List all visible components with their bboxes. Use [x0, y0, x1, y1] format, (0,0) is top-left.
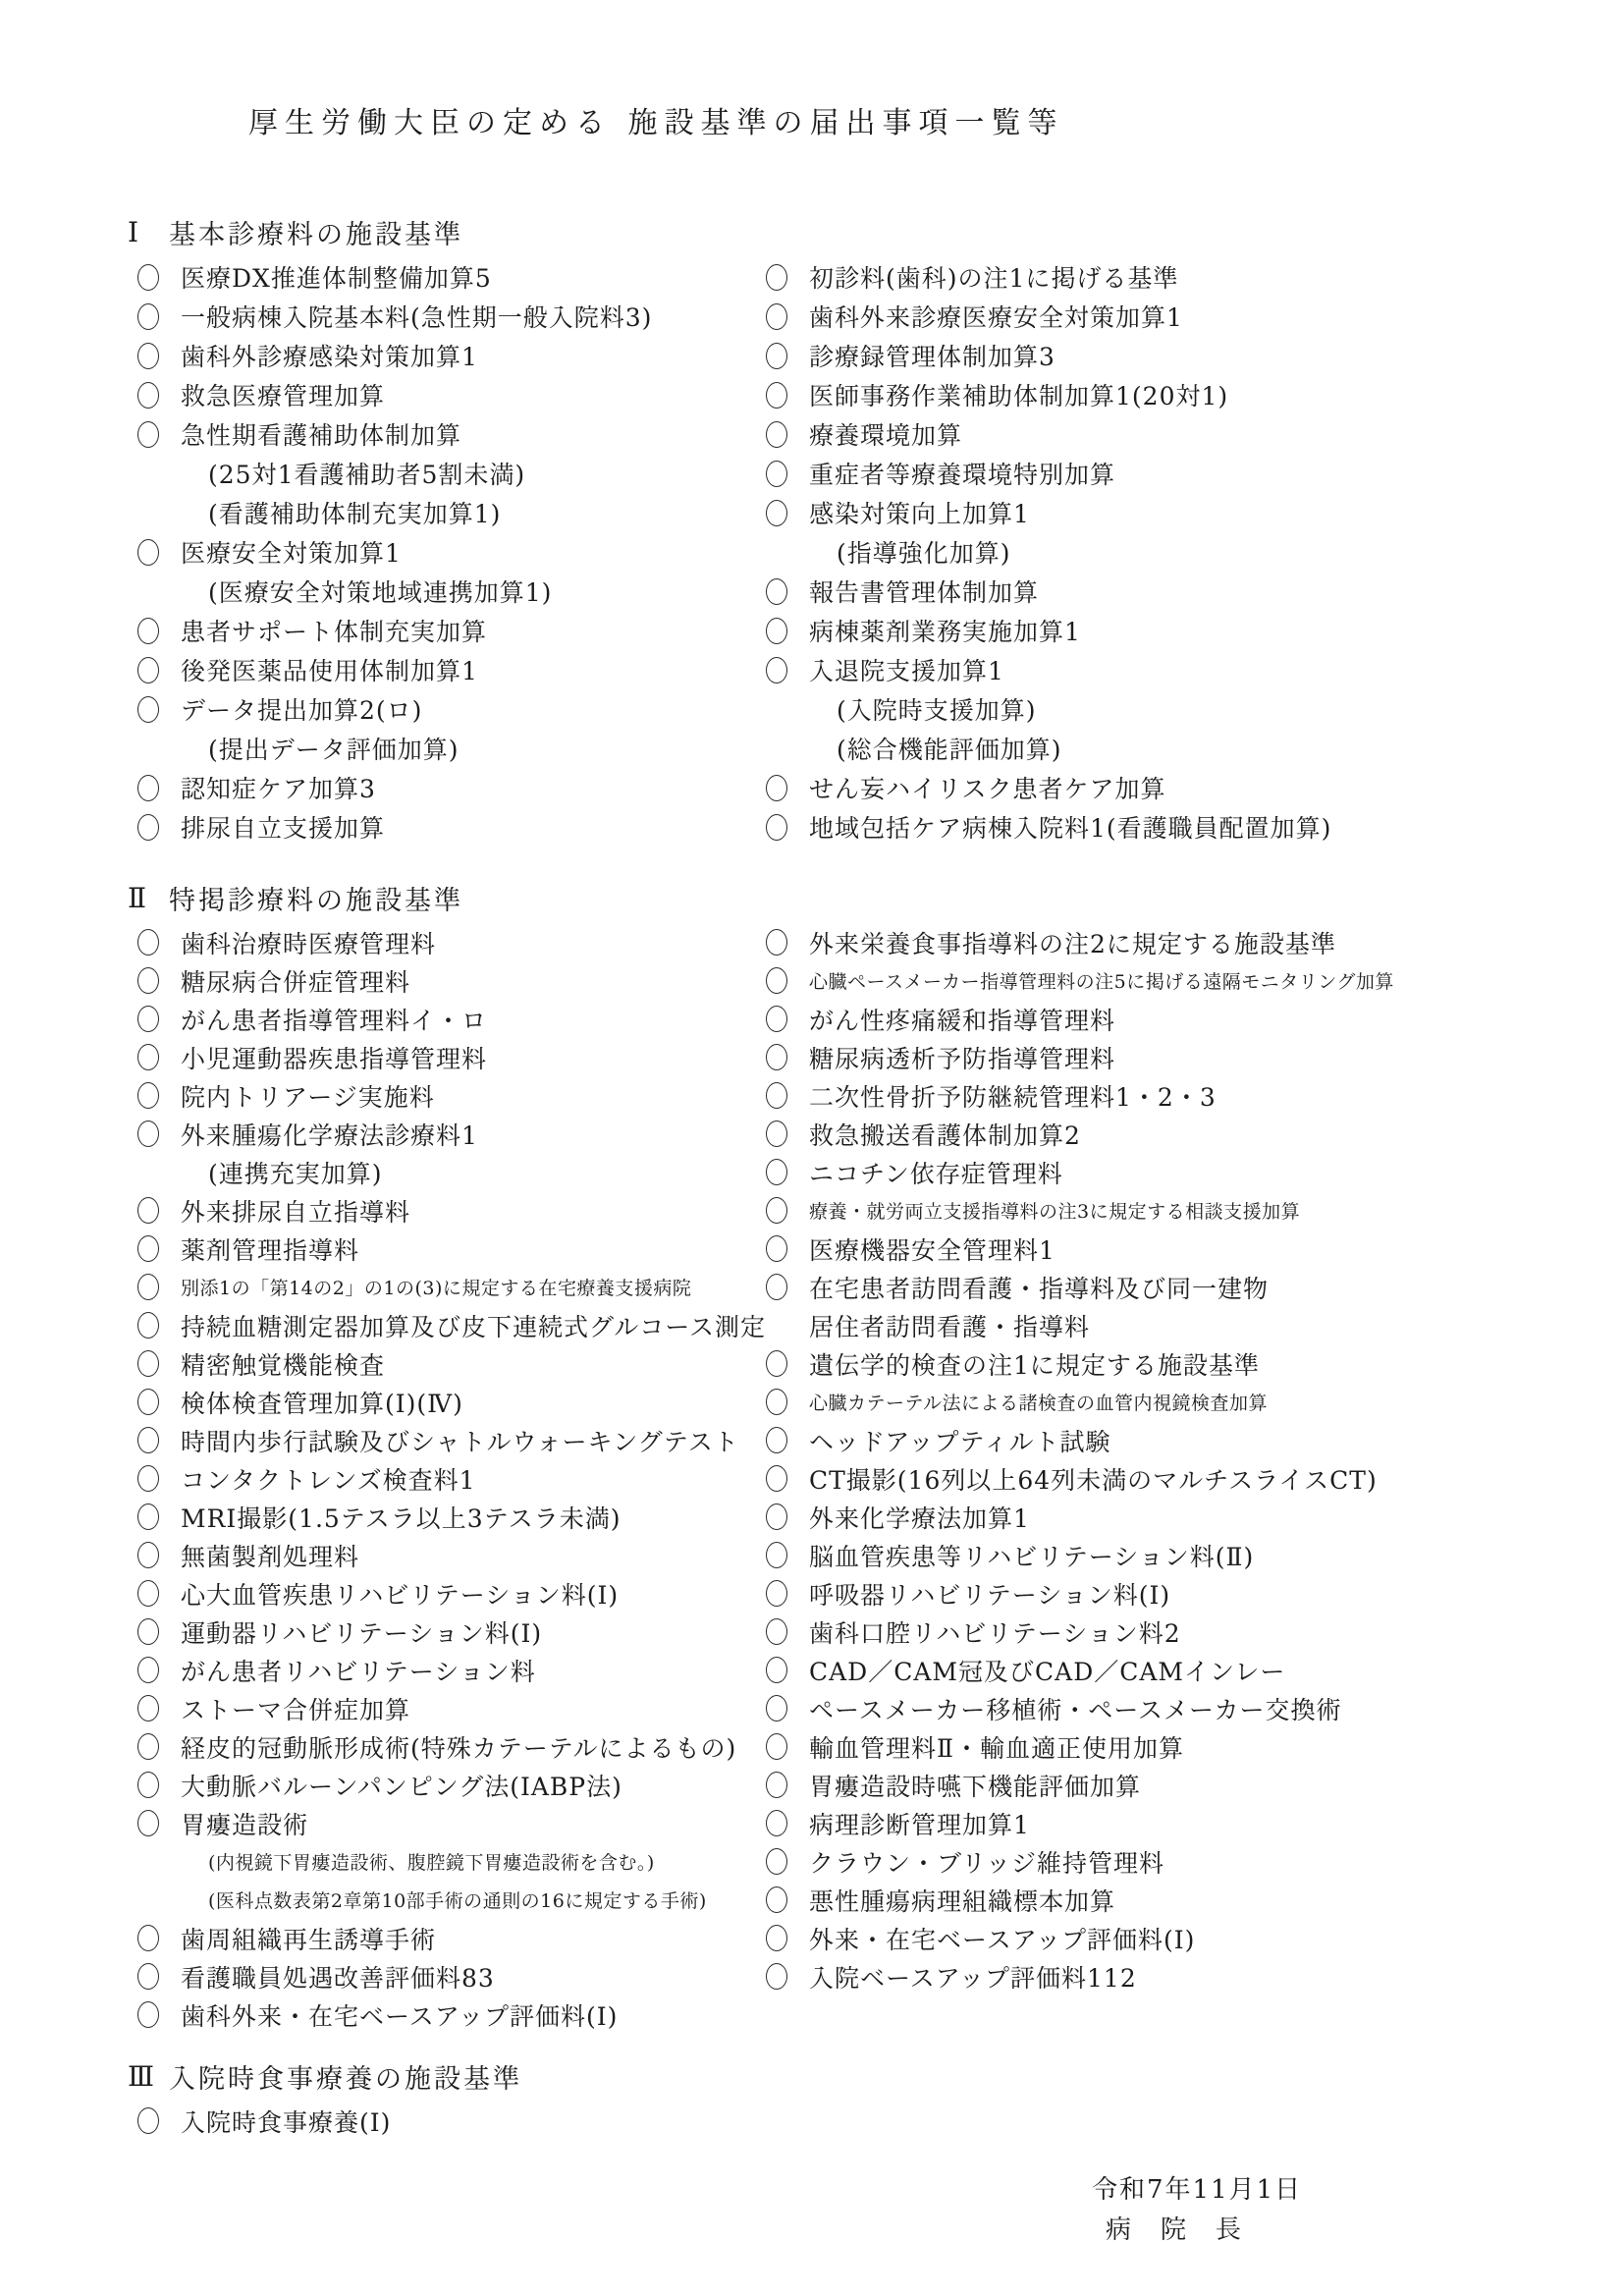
circle-marker-icon [137, 1389, 159, 1415]
list-item-label: データ提出加算2(ロ) [181, 696, 423, 725]
list-item-label: 在宅患者訪問看護・指導料及び同一建物 [809, 1274, 1270, 1303]
circle-marker-icon [766, 303, 787, 330]
circle-marker-icon [137, 421, 159, 448]
list-item-label: 居住者訪問看護・指導料 [809, 1312, 1091, 1341]
section-title: 特掲診療料の施設基準 [169, 885, 463, 916]
list-item-label: 糖尿病透析予防指導管理料 [809, 1044, 1116, 1073]
circle-marker-icon [766, 1235, 787, 1262]
list-item-label: (提出データ評価加算) [208, 736, 460, 764]
circle-marker-icon [137, 1006, 159, 1032]
section-title: 基本診療料の施設基準 [169, 219, 463, 250]
column-right [756, 257, 1594, 847]
list-item [756, 1842, 1594, 1881]
list-item [128, 1383, 756, 1421]
list-item-label: 排尿自立支援加算 [181, 814, 386, 843]
list-item-label: 薬剤管理指導料 [181, 1235, 360, 1265]
list-item [756, 493, 1594, 532]
list-item-label: ペースメーカー移植術・ペースメーカー交換術 [809, 1695, 1342, 1724]
list-item-label: (看護補助体制充実加算1) [208, 500, 502, 528]
list-item-label: 入退院支援加算1 [809, 657, 1004, 685]
list-item [128, 414, 756, 454]
list-item [756, 689, 1594, 729]
list-item [128, 1919, 756, 1957]
circle-marker-icon [766, 1580, 787, 1607]
circle-marker-icon [137, 1580, 159, 1607]
list-item [128, 257, 756, 297]
list-item [128, 375, 756, 414]
circle-marker-icon [766, 1465, 787, 1492]
list-item-label: MRI撮影(1.5テスラ以上3テスラ未満) [181, 1503, 622, 1533]
circle-marker-icon [766, 1695, 787, 1722]
circle-marker-icon [137, 814, 159, 841]
list-item [756, 1230, 1594, 1268]
circle-marker-icon [766, 578, 787, 605]
list-item-label: (25対1看護補助者5割未満) [208, 461, 526, 489]
list-item [756, 1459, 1594, 1498]
circle-marker-icon [766, 657, 787, 683]
list-item [128, 1651, 756, 1689]
circle-marker-icon [766, 500, 787, 526]
list-item [128, 961, 756, 1000]
circle-marker-icon [137, 1542, 159, 1568]
list-item-label: 胃瘻造設術 [181, 1810, 309, 1839]
list-item-label: 持続血糖測定器加算及び皮下連続式グルコース測定 [181, 1312, 767, 1341]
list-item-label: 歯科外来・在宅ベースアップ評価料(Ⅰ) [181, 2001, 619, 2031]
list-item-label: (内視鏡下胃瘻造設術、腹腔鏡下胃瘻造設術を含む。) [208, 1852, 655, 1874]
list-item [128, 1536, 756, 1574]
list-item [128, 1000, 756, 1038]
list-item [128, 493, 756, 532]
circle-marker-icon [766, 1810, 787, 1836]
list-item [756, 1038, 1594, 1076]
list-item [128, 1957, 756, 1995]
circle-marker-icon [766, 1733, 787, 1760]
list-item-label: 入院時食事療養(Ⅰ) [181, 2107, 392, 2137]
section-numeral: Ⅱ [128, 881, 147, 914]
list-item [756, 1574, 1594, 1613]
list-item [128, 729, 756, 768]
list-item-label: 認知症ケア加算3 [181, 775, 376, 803]
list-item-label: がん性疼痛緩和指導管理料 [809, 1006, 1116, 1035]
list-item [756, 1881, 1594, 1919]
section-heading [128, 2058, 1594, 2094]
list-item-label: がん患者リハビリテーション料 [181, 1657, 536, 1686]
list-item-label: 心臓カテーテル法による諸検査の血管内視鏡検査加算 [809, 1393, 1269, 1414]
section-columns [128, 257, 1594, 847]
list-item [128, 1268, 756, 1306]
list-item-label: 運動器リハビリテーション料(Ⅰ) [181, 1618, 543, 1648]
circle-marker-icon [766, 1427, 787, 1453]
circle-marker-icon [137, 696, 159, 723]
list-item [756, 1191, 1594, 1230]
circle-marker-icon [137, 1963, 159, 1990]
circle-marker-icon [137, 929, 159, 956]
list-item [756, 1115, 1594, 1153]
list-item [756, 1766, 1594, 1804]
list-item [128, 297, 756, 336]
list-item [128, 1842, 756, 1881]
circle-marker-icon [137, 1235, 159, 1262]
circle-marker-icon [766, 1925, 787, 1951]
list-item [756, 650, 1594, 689]
list-item [756, 532, 1594, 572]
list-item [128, 1995, 756, 2034]
list-item-label: 別添1の「第14の2」の1の(3)に規定する在宅療養支援病院 [181, 1278, 692, 1299]
circle-marker-icon [766, 1542, 787, 1568]
list-item [128, 1613, 756, 1651]
list-item-label: 歯科口腔リハビリテーション料2 [809, 1618, 1181, 1648]
list-item [128, 1191, 756, 1230]
circle-marker-icon [137, 382, 159, 409]
list-item [128, 611, 756, 650]
list-item-label: 歯科外来診療医療安全対策加算1 [809, 303, 1183, 332]
circle-marker-icon [766, 967, 787, 994]
circle-marker-icon [137, 1197, 159, 1224]
list-item [756, 923, 1594, 961]
circle-marker-icon [137, 1657, 159, 1683]
circle-marker-icon [137, 1082, 159, 1109]
list-item [128, 1038, 756, 1076]
circle-marker-icon [137, 1427, 159, 1453]
list-item [756, 1919, 1594, 1957]
list-item-label: 遺伝学的検査の注1に規定する施設基準 [809, 1350, 1260, 1380]
list-item-label: 一般病棟入院基本料(急性期一般入院料3) [181, 303, 653, 332]
circle-marker-icon [766, 1618, 787, 1645]
list-item-label: 外来腫瘍化学療法診療料1 [181, 1121, 478, 1150]
list-item [128, 689, 756, 729]
circle-marker-icon [766, 1848, 787, 1875]
list-item [128, 336, 756, 375]
circle-marker-icon [766, 461, 787, 487]
list-item-label: 外来栄養食事指導料の注2に規定する施設基準 [809, 929, 1336, 958]
list-item-label: 医療DX推進体制整備加算5 [181, 264, 492, 293]
footer-date: 令和7年11月1日 [1092, 2175, 1303, 2205]
list-item-label: 検体検査管理加算(Ⅰ)(Ⅳ) [181, 1389, 463, 1418]
list-item-label: 呼吸器リハビリテーション料(Ⅰ) [809, 1580, 1171, 1610]
list-item [756, 611, 1594, 650]
circle-marker-icon [766, 382, 787, 409]
circle-marker-icon [766, 1657, 787, 1683]
list-item [756, 336, 1594, 375]
list-item [756, 1957, 1594, 1995]
list-item [756, 257, 1594, 297]
circle-marker-icon [766, 1503, 787, 1530]
list-item [128, 807, 756, 847]
list-item-label: 医療機器安全管理料1 [809, 1235, 1055, 1265]
list-item-label: (医療安全対策地域連携加算1) [208, 578, 553, 607]
circle-marker-icon [137, 1695, 159, 1722]
list-item-label: ヘッドアップティルト試験 [809, 1427, 1111, 1456]
circle-marker-icon [766, 814, 787, 841]
list-item-label: 病理診断管理加算1 [809, 1810, 1030, 1839]
footer [1092, 2172, 1302, 2248]
column-left [128, 2102, 756, 2140]
circle-marker-icon [137, 539, 159, 566]
section-heading [128, 214, 1594, 249]
list-item [756, 1306, 1594, 1344]
column-right [756, 2102, 1594, 2140]
circle-marker-icon [766, 1159, 787, 1185]
list-item [756, 1383, 1594, 1421]
circle-marker-icon [137, 1810, 159, 1836]
circle-marker-icon [766, 1772, 787, 1798]
list-item [756, 375, 1594, 414]
circle-marker-icon [137, 303, 159, 330]
section-title: 入院時食事療養の施設基準 [169, 2063, 522, 2095]
list-item [756, 807, 1594, 847]
circle-marker-icon [137, 1465, 159, 1492]
list-item [128, 768, 756, 807]
circle-marker-icon [766, 618, 787, 644]
list-item-label: 心大血管疾患リハビリテーション料(Ⅰ) [181, 1580, 620, 1610]
circle-marker-icon [766, 1082, 787, 1109]
list-item [128, 923, 756, 961]
list-item-label: (入院時支援加算) [837, 696, 1037, 725]
list-item [756, 729, 1594, 768]
list-item-label: 医療安全対策加算1 [181, 539, 402, 568]
list-item-label: 大動脈バルーンパンピング法(IABP法) [181, 1772, 622, 1801]
circle-marker-icon [137, 1350, 159, 1377]
circle-marker-icon [766, 264, 787, 291]
list-item-label: 歯科外診療感染対策加算1 [181, 343, 478, 371]
section-heading [128, 880, 1594, 915]
list-item [128, 1076, 756, 1115]
list-item [128, 1498, 756, 1536]
list-item [756, 961, 1594, 1000]
list-item [128, 1766, 756, 1804]
list-item-label: 看護職員処遇改善評価料83 [181, 1963, 495, 1993]
list-item-label: 医師事務作業補助体制加算1(20対1) [809, 382, 1229, 410]
section-columns [128, 2102, 1594, 2140]
list-item [756, 1651, 1594, 1689]
circle-marker-icon [766, 1006, 787, 1032]
list-item-label: コンタクトレンズ検査料1 [181, 1465, 476, 1495]
list-item-label: 輸血管理料Ⅱ・輸血適正使用加算 [809, 1733, 1184, 1763]
list-item-label: 診療録管理体制加算3 [809, 343, 1055, 371]
list-item-label: 後発医薬品使用体制加算1 [181, 657, 478, 685]
list-item [756, 1000, 1594, 1038]
list-item-label: (連携充実加算) [208, 1159, 383, 1188]
list-item-label: 療養・就労両立支援指導料の注3に規定する相談支援加算 [809, 1201, 1301, 1223]
circle-marker-icon [766, 421, 787, 448]
list-item [128, 1727, 756, 1766]
column-right [756, 923, 1594, 2034]
circle-marker-icon [137, 1772, 159, 1798]
list-item [128, 1804, 756, 1842]
section [128, 880, 1594, 2034]
circle-marker-icon [137, 1503, 159, 1530]
column-left [128, 257, 756, 847]
circle-marker-icon [137, 1733, 159, 1760]
list-item [128, 650, 756, 689]
section [128, 214, 1594, 847]
list-item [756, 297, 1594, 336]
circle-marker-icon [766, 775, 787, 801]
list-item-label: せん妄ハイリスク患者ケア加算 [809, 775, 1166, 803]
list-item [756, 1076, 1594, 1115]
list-item-label: 時間内歩行試験及びシャトルウォーキングテスト [181, 1427, 739, 1456]
list-item-label: ニコチン依存症管理料 [809, 1159, 1063, 1188]
list-item-label: 外来排尿自立指導料 [181, 1197, 411, 1227]
list-item-label: 急性期看護補助体制加算 [181, 421, 462, 450]
list-item [756, 1689, 1594, 1727]
list-item-label: 療養環境加算 [809, 421, 963, 450]
list-item [128, 1881, 756, 1919]
circle-marker-icon [137, 967, 159, 994]
list-item [128, 1115, 756, 1153]
list-item [756, 1421, 1594, 1459]
list-item-label: 悪性腫瘍病理組織標本加算 [809, 1886, 1116, 1916]
list-item [128, 1421, 756, 1459]
circle-marker-icon [137, 1312, 159, 1339]
list-item-label: 救急医療管理加算 [181, 382, 386, 410]
list-item-label: (指導強化加算) [837, 539, 1011, 568]
circle-marker-icon [137, 657, 159, 683]
list-item [128, 1153, 756, 1191]
circle-marker-icon [137, 775, 159, 801]
list-item [128, 532, 756, 572]
list-item-label: クラウン・ブリッジ維持管理料 [809, 1848, 1165, 1878]
section [128, 2058, 1594, 2140]
circle-marker-icon [137, 343, 159, 369]
list-item-label: 歯科治療時医療管理料 [181, 929, 437, 958]
list-item [756, 454, 1594, 493]
list-item [756, 1804, 1594, 1842]
list-item-label: 脳血管疾患等リハビリテーション料(Ⅱ) [809, 1542, 1255, 1571]
list-item [128, 454, 756, 493]
list-item [128, 572, 756, 611]
list-item-label: 外来・在宅ベースアップ評価料(Ⅰ) [809, 1925, 1196, 1954]
footer-signer: 病 院 長 [1106, 2215, 1244, 2245]
list-item-label: 感染対策向上加算1 [809, 500, 1030, 528]
circle-marker-icon [766, 1044, 787, 1070]
circle-marker-icon [137, 1121, 159, 1147]
list-item [756, 1344, 1594, 1383]
list-item-label: 患者サポート体制充実加算 [181, 618, 488, 646]
list-item-label: 歯周組織再生誘導手術 [181, 1925, 437, 1954]
section-numeral: Ⅰ [128, 215, 139, 248]
list-item-label: 初診料(歯科)の注1に掲げる基準 [809, 264, 1179, 293]
list-item-label: 心臓ペースメーカー指導管理料の注5に掲げる遠隔モニタリング加算 [809, 971, 1394, 993]
circle-marker-icon [137, 618, 159, 644]
circle-marker-icon [137, 1618, 159, 1645]
section-columns [128, 923, 1594, 2034]
list-item [756, 1536, 1594, 1574]
list-item [128, 1306, 767, 1344]
list-item-label: 糖尿病合併症管理料 [181, 967, 411, 997]
list-item-label: ストーマ合併症加算 [181, 1695, 411, 1724]
circle-marker-icon [137, 1044, 159, 1070]
page-title: 厚生労働大臣の定める 施設基準の届出事項一覧等 [248, 106, 1064, 140]
circle-marker-icon [766, 1389, 787, 1415]
circle-marker-icon [766, 343, 787, 369]
list-item-label: 入院ベースアップ評価料112 [809, 1963, 1137, 1993]
list-item-label: 重症者等療養環境特別加算 [809, 461, 1116, 489]
list-item-label: がん患者指導管理料イ・ロ [181, 1006, 488, 1035]
list-item [128, 1689, 756, 1727]
list-item [756, 572, 1594, 611]
list-item-label: (医科点数表第2章第10部手術の通則の16に規定する手術) [208, 1890, 707, 1912]
circle-marker-icon [766, 1963, 787, 1990]
list-item [756, 414, 1594, 454]
list-item-label: 報告書管理体制加算 [809, 578, 1040, 607]
list-item-label: 院内トリアージ実施料 [181, 1082, 435, 1112]
circle-marker-icon [137, 2001, 159, 2028]
list-item [756, 1268, 1594, 1306]
circle-marker-icon [766, 1197, 787, 1224]
list-item [128, 1230, 756, 1268]
circle-marker-icon [137, 1925, 159, 1951]
list-item-label: 無菌製剤処理料 [181, 1542, 360, 1571]
list-item-label: 病棟薬剤業務実施加算1 [809, 618, 1081, 646]
circle-marker-icon [137, 264, 159, 291]
list-item [128, 1344, 756, 1383]
circle-marker-icon [137, 1274, 159, 1300]
list-item-label: 救急搬送看護体制加算2 [809, 1121, 1081, 1150]
list-item-label: 外来化学療法加算1 [809, 1503, 1030, 1533]
list-item [128, 2102, 756, 2140]
list-item-label: 二次性骨折予防継続管理料1・2・3 [809, 1082, 1217, 1112]
column-left [128, 923, 767, 2034]
list-item-label: 精密触覚機能検査 [181, 1350, 386, 1380]
list-item-label: CT撮影(16列以上64列未満のマルチスライスCT) [809, 1465, 1378, 1495]
list-item [128, 1459, 756, 1498]
circle-marker-icon [766, 1350, 787, 1377]
list-item [756, 768, 1594, 807]
list-item-label: (総合機能評価加算) [837, 736, 1062, 764]
list-item-label: 胃瘻造設時嚥下機能評価加算 [809, 1772, 1142, 1801]
circle-marker-icon [766, 1121, 787, 1147]
list-item-label: 小児運動器疾患指導管理料 [181, 1044, 488, 1073]
list-item-label: 地域包括ケア病棟入院料1(看護職員配置加算) [809, 814, 1332, 843]
circle-marker-icon [766, 1886, 787, 1913]
circle-marker-icon [766, 929, 787, 956]
list-item-label: 経皮的冠動脈形成術(特殊カテーテルによるもの) [181, 1733, 737, 1763]
list-item [756, 1153, 1594, 1191]
list-item [756, 1613, 1594, 1651]
list-item [756, 1727, 1594, 1766]
list-item-label: CAD／CAM冠及びCAD／CAMインレー [809, 1657, 1286, 1686]
circle-marker-icon [766, 1274, 787, 1300]
list-item [128, 1574, 756, 1613]
section-numeral: Ⅲ [128, 2059, 155, 2093]
circle-marker-icon [137, 2107, 159, 2134]
list-item [756, 1498, 1594, 1536]
